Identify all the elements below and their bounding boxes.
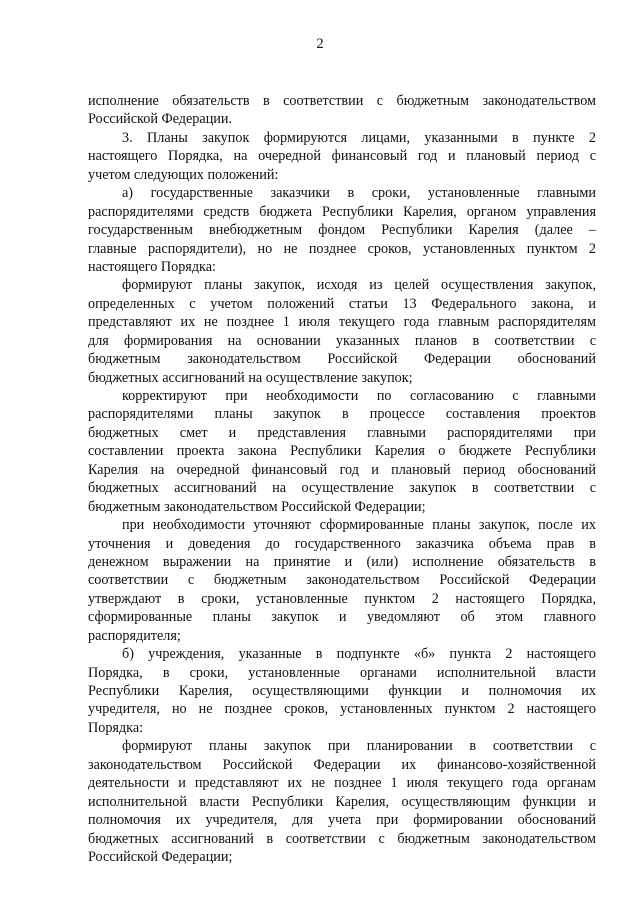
text-line: бюджетным законодательством Российской Федерации; — [88, 498, 426, 515]
text-line: Карелия на очередной финансовый год и плановый период обоснований — [88, 461, 596, 478]
text-line: уточнения и доведения до государственного заказчика объема прав в — [88, 535, 596, 552]
text-line: учредителя, но не позднее сроков, установленных пунктом 2 настоящего — [88, 701, 596, 718]
text-line: исполнительной власти Республики Карелия, осуществляющим функции и — [88, 793, 596, 810]
text-line: определенных с учетом положений статьи 13 Федерального закона, и — [88, 295, 596, 312]
text-line: Порядка: — [88, 719, 144, 736]
text-line: бюджетных ассигнований на осуществление закупок в соответствии с — [88, 480, 596, 497]
text-line: денежном выражении на принятие и (или) исполнение обязательств в — [88, 553, 596, 570]
text-line: б) учреждения, указанные в подпункте «б» пункта 2 настоящего — [122, 646, 596, 663]
text-line: распорядителями средств бюджета Республики Карелия, органом управления — [88, 203, 596, 220]
text-line: учетом следующих положений: — [88, 166, 279, 183]
text-line: а) государственные заказчики в сроки, установленные главными — [122, 185, 596, 202]
text-line: исполнение обязательств в соответствии с бюджетным законодательством — [88, 93, 596, 109]
text-line: для формирования на основании указанных планов в соответствии с — [88, 332, 596, 349]
text-line: Республики Карелия, осуществляющими функции и полномочия их — [88, 683, 596, 699]
text-line: бюджетным законодательством Российской Федерации обоснований — [88, 351, 596, 368]
document-body — [88, 92, 596, 866]
text-line: при необходимости уточняют сформированные планы закупок, после их — [122, 517, 596, 534]
text-line: деятельности и представляют их не позднее 1 июля текущего года органам — [88, 775, 596, 792]
text-line: бюджетных ассигнований на осуществление закупок; — [88, 369, 413, 386]
text-line: распорядителя; — [88, 627, 181, 644]
text-line: составлении проекта закона Республики Карелия о бюджете Республики — [88, 443, 596, 460]
text-line: законодательством Российской Федерации их финансово-хозяйственной — [88, 756, 596, 773]
text-line: настоящего Порядка: — [88, 258, 216, 275]
text-line: государственным внебюджетным фондом Республики Карелия (далее – — [88, 222, 596, 239]
page-number: 2 — [316, 36, 324, 52]
text-line: соответствии с бюджетным законодательством Российской Федерации — [88, 572, 596, 589]
text-line: бюджетных ассигнований в соответствии с бюджетным законодательством — [88, 830, 596, 847]
text-line: распорядителями планы закупок в процессе составления проектов — [88, 406, 596, 423]
text-line: Порядка, в сроки, установленные органами исполнительной власти — [88, 664, 596, 681]
text-line: утверждают в сроки, установленные пунктом 2 настоящего Порядка, — [88, 590, 596, 607]
text-line: сформированные планы закупок и уведомляют об этом главного — [88, 609, 596, 626]
text-line: формируют планы закупок, исходя из целей осуществления закупок, — [122, 277, 596, 294]
text-line: представляют их не позднее 1 июля текущего года главным распорядителям — [88, 314, 596, 331]
text-line: Российской Федерации; — [88, 848, 233, 865]
text-line: формируют планы закупок при планировании в соответствии с — [122, 738, 596, 755]
text-line: корректируют при необходимости по согласованию с главными — [122, 388, 596, 404]
text-line: главные распорядители), но не позднее сроков, установленных пунктом 2 — [88, 240, 596, 257]
text-line: полномочия их учредителя, для учета при формировании обоснований — [88, 812, 596, 829]
text-line: Российской Федерации. — [88, 111, 233, 128]
text-line: бюджетных смет и представления главными распорядителями при — [88, 424, 596, 441]
text-line: 3. Планы закупок формируются лицами, указанными в пункте 2 — [122, 129, 596, 146]
text-line: настоящего Порядка, на очередной финансовый год и плановый период с — [88, 148, 596, 165]
